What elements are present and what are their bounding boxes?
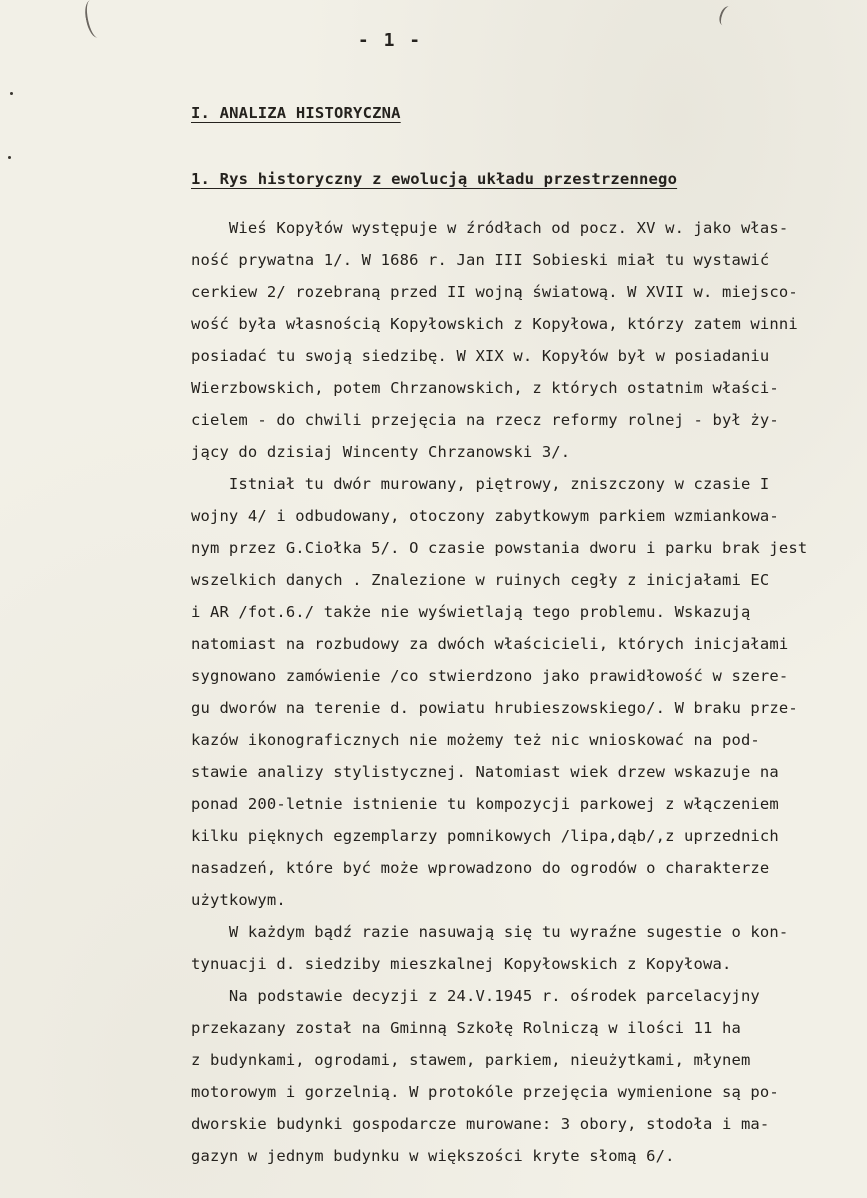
text-line: tynuacji d. siedziby mieszkalnej Kopyłowskich z Kopyłowa. xyxy=(191,955,732,973)
text-line: Istniał tu dwór murowany, piętrowy, zniszczony w czasie I xyxy=(191,475,770,493)
text-line: stawie analizy stylistycznej. Natomiast wiek drzew wskazuje na xyxy=(191,763,779,781)
text-line: użytkowym. xyxy=(191,891,286,909)
text-line: wojny 4/ i odbudowany, otoczony zabytkowym parkiem wzmiankowa- xyxy=(191,507,779,525)
text-line: z budynkami, ogrodami, stawem, parkiem, nieużytkami, młynem xyxy=(191,1051,751,1069)
text-line: natomiast na rozbudowy za dwóch właścicieli, których inicjałami xyxy=(191,635,789,653)
text-line: Wieś Kopyłów występuje w źródłach od pocz. XV w. jako włas- xyxy=(191,219,789,237)
text-line: posiadać tu swoją siedzibę. W XIX w. Kopyłów był w posiadaniu xyxy=(191,347,770,365)
text-line: nasadzeń, które być może wprowadzono do ogrodów o charakterze xyxy=(191,859,770,877)
margin-mark-right xyxy=(717,5,735,28)
text-line: kilku pięknych egzemplarzy pomnikowych /lipa,dąb/,z uprzednich xyxy=(191,827,779,845)
scan-speck xyxy=(8,156,11,159)
text-line: nym przez G.Ciołka 5/. O czasie powstania dworu i parku brak jest xyxy=(191,539,808,557)
text-line: wość była własnością Kopyłowskich z Kopyłowa, którzy zatem winni xyxy=(191,315,798,333)
text-line: ność prywatna 1/. W 1686 r. Jan III Sobieski miał tu wystawić xyxy=(191,251,770,269)
text-line: Wierzbowskich, potem Chrzanowskich, z których ostatnim właści- xyxy=(191,379,779,397)
text-line: W każdym bądź razie nasuwają się tu wyraźne sugestie o kon- xyxy=(191,923,789,941)
subsection-heading: 1. Rys historyczny z ewolucją układu przestrzennego xyxy=(191,170,678,188)
text-line: dworskie budynki gospodarcze murowane: 3 obory, stodoła i ma- xyxy=(191,1115,770,1133)
text-line: ponad 200-letnie istnienie tu kompozycji parkowej z włączeniem xyxy=(191,795,779,813)
text-line: jący do dzisiaj Wincenty Chrzanowski 3/. xyxy=(191,443,571,461)
text-line: gazyn w jednym budynku w większości kryte słomą 6/. xyxy=(191,1147,675,1165)
page-number: - 1 - xyxy=(357,30,423,51)
section-heading: I. ANALIZA HISTORYCZNA xyxy=(191,104,401,122)
text-line: sygnowano zamówienie /co stwierdzono jako prawidłowość w szere- xyxy=(191,667,789,685)
text-line: Na podstawie decyzji z 24.V.1945 r. ośrodek parcelacyjny xyxy=(191,987,760,1005)
text-line: cielem - do chwili przejęcia na rzecz reformy rolnej - był ży- xyxy=(191,411,779,429)
scan-speck xyxy=(10,92,13,95)
text-line: przekazany został na Gminną Szkołę Rolniczą w ilości 11 ha xyxy=(191,1019,741,1037)
text-line: gu dworów na terenie d. powiatu hrubieszowskiego/. W braku prze- xyxy=(191,699,798,717)
text-line: motorowym i gorzelnią. W protokóle przejęcia wymienione są po- xyxy=(191,1083,779,1101)
text-line: kazów ikonograficznych nie możemy też nic wnioskować na pod- xyxy=(191,731,760,749)
text-line: i AR /fot.6./ także nie wyświetlają tego problemu. Wskazują xyxy=(191,603,751,621)
text-line: cerkiew 2/ rozebraną przed II wojną światową. W XVII w. miejsco- xyxy=(191,283,798,301)
text-line: wszelkich danych . Znalezione w ruinych cegły z inicjałami EC xyxy=(191,571,770,589)
